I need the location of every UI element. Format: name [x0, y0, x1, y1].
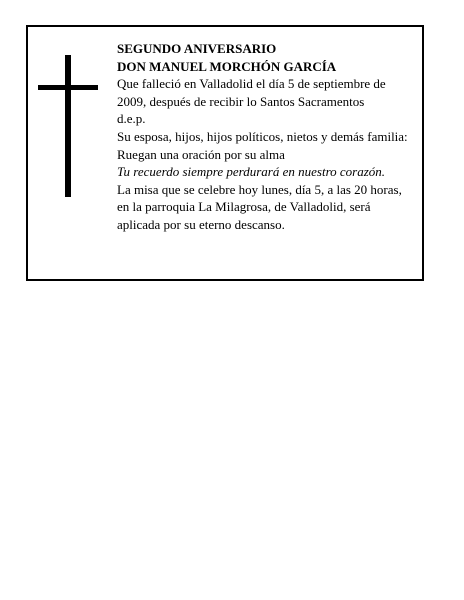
family-line: Su esposa, hijos, hijos políticos, nietos y demás familia:	[117, 128, 408, 144]
deceased-name: DON MANUEL MORCHÓN GARCÍA	[117, 58, 337, 74]
cross-horizontal-bar	[38, 85, 98, 90]
latin-cross-icon	[38, 55, 98, 197]
rest-in-peace: d.e.p.	[117, 111, 146, 127]
mass-details-line-1: La misa que se celebre hoy lunes, día 5, a las 20 horas,	[117, 181, 402, 197]
cross-vertical-bar	[65, 55, 71, 197]
obituary-notice	[26, 25, 424, 281]
notice-heading: SEGUNDO ANIVERSARIO	[117, 41, 277, 56]
death-details-line-2: 2009, después de recibir lo Santos Sacramentos	[117, 93, 365, 109]
prayer-request: Ruegan una oración por su alma	[117, 146, 285, 162]
death-details-line-1: Que falleció en Valladolid el día 5 de septiembre de	[117, 76, 386, 92]
mass-details-line-2: en la parroquia La Milagrosa, de Valladolid, será	[117, 199, 371, 215]
mass-details-line-3: aplicada por su eterno descanso.	[117, 216, 285, 232]
memorial-quote: Tu recuerdo siempre perdurará en nuestro corazón.	[117, 164, 386, 180]
notice-text	[117, 40, 422, 234]
